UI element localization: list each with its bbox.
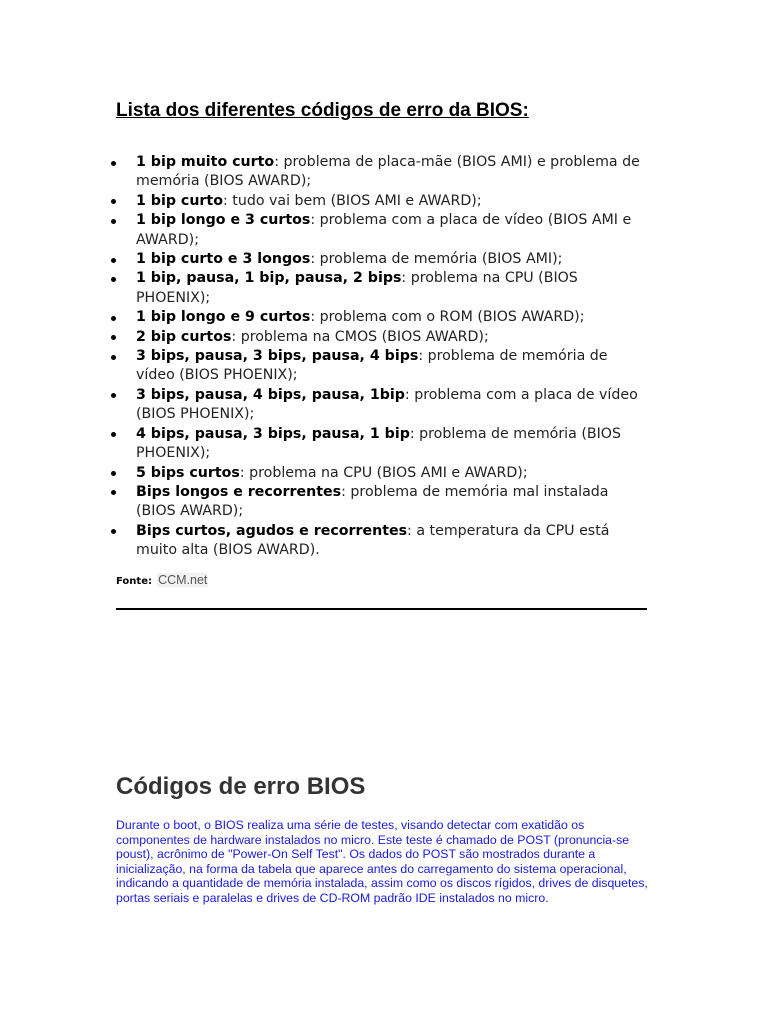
beep-description: : problema com o ROM (BIOS AWARD); [310, 309, 585, 326]
bullet-icon [111, 471, 116, 476]
beep-description: : tudo vai bem (BIOS AMI e AWARD); [222, 192, 482, 209]
beep-code: 3 bips, pausa, 3 bips, pausa, 4 bips [136, 348, 419, 365]
beep-description: : problema de memória mal instalada (BIOS AWARD); [136, 483, 609, 520]
beep-code: 4 bips, pausa, 3 bips, pausa, 1 bip [136, 425, 410, 442]
bullet-icon [111, 277, 116, 282]
list-item [110, 522, 640, 561]
list-item [110, 483, 640, 522]
list-item [110, 250, 640, 269]
bullet-icon [111, 219, 116, 224]
beep-description: : problema de memória (BIOS AMI); [310, 251, 563, 268]
beep-description: : problema na CMOS (BIOS AWARD); [231, 328, 489, 345]
beep-description: : problema na CPU (BIOS PHOENIX); [136, 270, 578, 306]
list-item [110, 211, 640, 250]
bullet-icon [111, 199, 116, 204]
beep-description: : a temperatura da CPU está muito alta (BIOS AWARD). [136, 522, 610, 559]
beep-code: 1 bip muito curto [136, 154, 275, 170]
beep-code: 1 bip curto [136, 192, 223, 209]
beep-code: 3 bips, pausa, 4 bips, pausa, 1bip [136, 386, 405, 403]
list-item [110, 425, 640, 464]
list-item [110, 269, 640, 308]
bullet-icon [111, 355, 116, 360]
bullet-icon [111, 335, 116, 340]
divider [116, 608, 647, 610]
source-label: Fonte: [116, 576, 152, 587]
list-item [110, 328, 640, 347]
beep-code: Bips longos e recorrentes [136, 483, 342, 500]
beep-description: : problema na CPU (BIOS AMI e AWARD); [239, 464, 528, 481]
beep-description: : problema de memória de vídeo (BIOS PHOENIX); [136, 348, 608, 384]
bullet-icon [111, 490, 116, 495]
list-item [110, 386, 640, 425]
beep-description: : problema de memória (BIOS PHOENIX); [136, 425, 621, 462]
list-item [110, 308, 640, 327]
beep-code: 5 bips curtos [136, 464, 240, 481]
beep-code: Bips curtos, agudos e recorrentes [136, 522, 408, 539]
bullet-icon [111, 432, 116, 437]
source-credit [116, 569, 208, 588]
bullet-icon [111, 161, 116, 166]
beep-code: 1 bip longo e 9 curtos [136, 309, 311, 326]
list-item [110, 153, 640, 192]
page-title: Lista dos diferentes códigos de erro da BIOS: [116, 100, 529, 121]
beep-description: : problema com a placa de vídeo (BIOS PHOENIX); [136, 386, 638, 423]
bullet-icon [111, 393, 116, 398]
bullet-icon [111, 316, 116, 321]
source-link[interactable]: CCM.net [158, 573, 208, 587]
section-title: Códigos de erro BIOS [116, 773, 366, 800]
beep-code: 2 bip curtos [136, 328, 232, 345]
section-paragraph: Durante o boot, o BIOS realiza uma série de testes, visando detectar com exatidão os componentes de hardware instalados no micro. Este teste é chamado de POST (pronuncia-se poust), acrônimo de "Power-On Self Test". Os dados do POST são mostrados durante a inicialização, na forma da tabela que aparece antes do carregamento do sistema operacional, indicando a quantidade de memória instalada, assim como os discos rígidos, drives de disquetes, portas seriais e paralelas e drives de CD-ROM padrão IDE instalados no micro. [116, 818, 648, 905]
beep-description: : problema de placa-mãe (BIOS AMI) e problema de memória (BIOS AWARD); [136, 154, 640, 190]
list-item [110, 192, 640, 211]
beep-code: 1 bip curto e 3 longos [136, 251, 311, 268]
list-item [110, 347, 640, 386]
beep-code: 1 bip longo e 3 curtos [136, 212, 311, 229]
bullet-icon [111, 529, 116, 534]
bios-error-list [110, 153, 640, 561]
beep-description: : problema com a placa de vídeo (BIOS AMI e AWARD); [136, 212, 632, 248]
list-item [110, 464, 640, 483]
beep-code: 1 bip, pausa, 1 bip, pausa, 2 bips [136, 270, 402, 287]
bullet-icon [111, 258, 116, 263]
